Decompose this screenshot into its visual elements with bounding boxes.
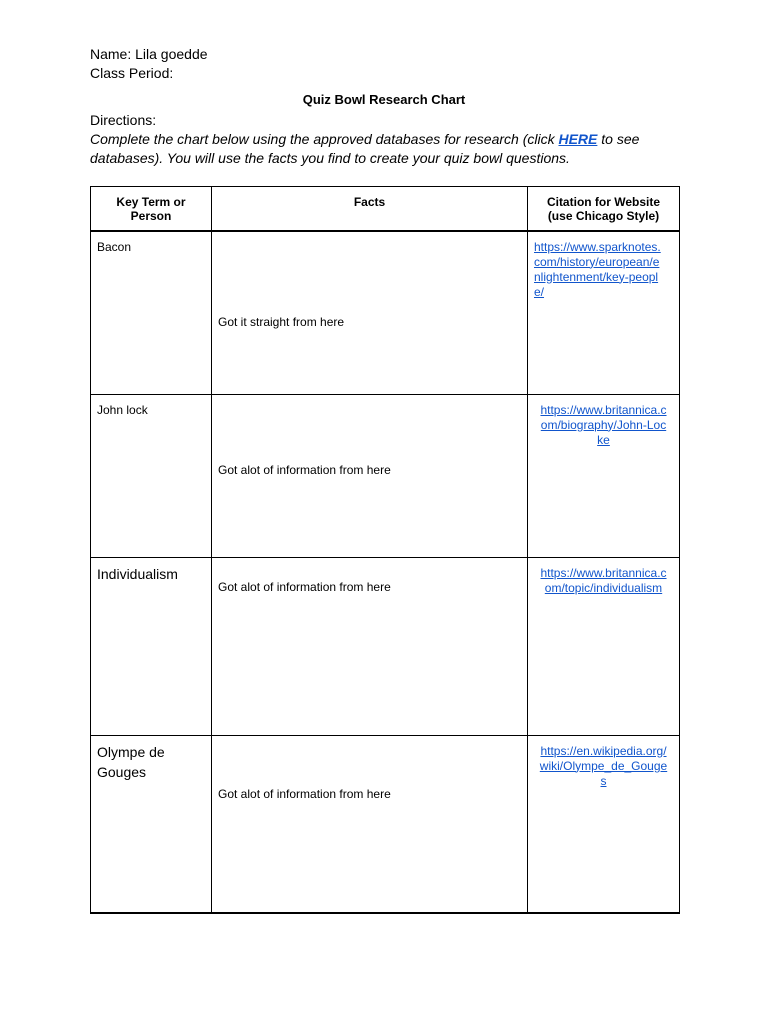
- facts-text: Got alot of information from here: [218, 579, 391, 594]
- header-facts: [212, 187, 528, 231]
- term-text-line2: Gouges: [97, 763, 147, 780]
- citation-line: com/history/european/e: [534, 254, 660, 269]
- student-name-line: Name: Lila goedde: [90, 46, 208, 62]
- directions-text-line2: databases). You will use the facts you find to create your quiz bowl questions.: [90, 150, 570, 166]
- header-facts-label: Facts: [353, 195, 386, 209]
- class-period-line: Class Period:: [90, 65, 174, 81]
- term-cell: [91, 557, 212, 735]
- directions-text-before: Complete the chart below using the approved databases for research (click: [90, 131, 559, 147]
- directions-label: Directions:: [90, 112, 157, 128]
- citation-cell: [528, 231, 680, 395]
- citation-link-block: [528, 232, 679, 300]
- citation-line: om/biography/John-Loc: [540, 417, 667, 432]
- facts-cell: [212, 735, 528, 913]
- citation-line: s: [600, 773, 607, 788]
- table-row: [91, 735, 680, 913]
- facts-text: Got it straight from here: [218, 314, 345, 329]
- term-text: Bacon: [97, 239, 132, 254]
- citation-cell: [528, 735, 680, 913]
- facts-text: Got alot of information from here: [218, 462, 391, 477]
- citation-line: https://www.britannica.c: [540, 402, 667, 417]
- table-row: [91, 394, 680, 557]
- citation-link-block: [528, 736, 679, 789]
- directions-text-line1: [90, 130, 639, 149]
- citation-line: e/: [534, 284, 545, 299]
- term-cell: [91, 735, 212, 913]
- citation-link-block: [528, 558, 679, 596]
- directions-text-after: to see: [597, 131, 640, 147]
- term-cell: [91, 394, 212, 557]
- citation-link[interactable]: [534, 240, 673, 300]
- term-text-line1: Olympe de: [97, 743, 165, 760]
- header-citation: [528, 187, 680, 231]
- citation-line: wiki/Olympe_de_Gouge: [539, 758, 668, 773]
- citation-line: https://www.britannica.c: [540, 565, 667, 580]
- facts-cell: [212, 231, 528, 395]
- header-key-term-line2: Person: [130, 209, 172, 223]
- term-text: Individualism: [97, 565, 178, 582]
- citation-link-block: [528, 395, 679, 448]
- citation-cell: [528, 557, 680, 735]
- citation-cell: [528, 394, 680, 557]
- citation-line: https://en.wikipedia.org/: [540, 743, 667, 758]
- citation-link[interactable]: [534, 566, 673, 596]
- term-text: [91, 736, 211, 782]
- facts-text: Got alot of information from here: [218, 786, 391, 801]
- citation-line: nlightenment/key-peopl: [534, 269, 659, 284]
- citation-line: om/topic/individualism: [544, 580, 663, 595]
- databases-link[interactable]: HERE: [558, 131, 598, 147]
- header-key-term: [91, 187, 212, 231]
- research-chart-table: [90, 186, 680, 914]
- facts-cell: [212, 557, 528, 735]
- page-title: Quiz Bowl Research Chart: [302, 92, 466, 107]
- facts-cell: [212, 394, 528, 557]
- header-citation-line2: (use Chicago Style): [547, 209, 660, 223]
- citation-line: ke: [597, 432, 610, 447]
- table-header-row: [91, 187, 680, 231]
- term-cell: [91, 231, 212, 395]
- citation-link[interactable]: [534, 403, 673, 448]
- term-text: John lock: [97, 402, 148, 417]
- table-row: [91, 231, 680, 395]
- citation-link[interactable]: [534, 744, 673, 789]
- citation-line: https://www.sparknotes.: [534, 239, 661, 254]
- table-row: [91, 557, 680, 735]
- header-key-term-line1: Key Term or: [116, 195, 186, 209]
- header-citation-line1: Citation for Website: [546, 195, 661, 209]
